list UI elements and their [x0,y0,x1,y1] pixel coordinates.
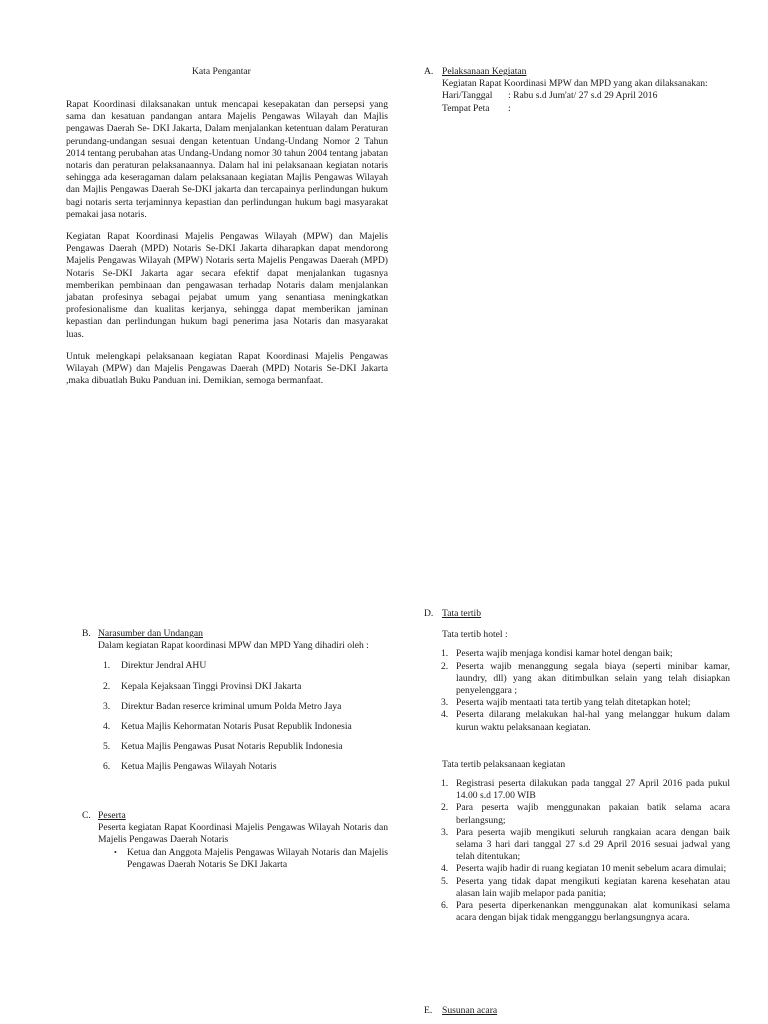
hotel-rules-heading: Tata tertib hotel : [442,629,508,641]
list-item: 4. Peserta wajib hadir di ruang kegiatan 10 menit sebelum acara dimulai; [441,863,727,875]
section-c-intro: Peserta kegiatan Rapat Koordinasi Majelis Pengawas Wilayah Notaris dan Majelis Pengawas Daerah Notaris [98,822,388,846]
section-e-title: Susunan acara [442,1005,498,1016]
kata-pengantar-paragraph: Rapat Koordinasi dilaksanakan untuk mencapai kesepakatan dan persepsi yang sama dan kesatuan pandangan antara Majelis Pengawas Wilayah dan Majlis pengawas Daerah Se- DKI Jakarta, Dalam menjalankan ketentuan dalam Peraturan perundang-undangan sesuai dengan ketentuan Undang-Undang Nomor 2 Tahun 2014 tentang perubahan atas Undang-Undang nomor 30 tahun 2004 tentang jabatan notaris dan peraturan pelaksanaannya. Dalam hal ini pelaksanaan kegiatan notaris sehingga ada keseragaman dalam pelaksanaan kegiatan Majlis Pengawas Wilayah dan Majlis Pengawas Daerah Se-DKI jakarta dan tercapainya perlindungan hukum bagi notaris serta terjaminnya kepastian dan perlindungan hukum bagi masyarakat pemakai jasa notaris. [66,99,388,220]
kata-pengantar-paragraph: Untuk melengkapi pelaksanaan kegiatan Rapat Koordinasi Majelis Pengawas Wilayah (MPW) dan Majelis Pengawas Daerah (MPD) Notaris Se-DKI Jakarta ,maka dibuatlah Buku Panduan ini. Demikian, semoga bermanfaat. [66,350,388,387]
section-a-intro: Kegiatan Rapat Koordinasi MPW dan MPD yang akan dilaksanakan: [442,78,708,90]
kegiatan-rules-heading: Tata tertib pelaksanaan kegiatan [442,758,566,770]
section-d-title: Tata tertib [442,608,482,619]
list-item: 1. Direktur Jendral AHU [103,660,207,672]
list-item: 5. Ketua Majlis Pengawas Pusat Notaris Republik Indonesia [103,740,343,752]
section-a-title: Pelaksanaan Kegiatan [442,66,527,77]
list-item: 1. Registrasi peserta dilakukan pada tanggal 27 April 2016 pada pukul 14.00 s.d 17.00 WIB [441,778,730,802]
kegiatan-rules-list [424,778,730,924]
list-item: 4. Ketua Majlis Kehormatan Notaris Pusat Republik Indonesia [103,720,352,732]
section-b [82,628,388,781]
narasumber-list [98,660,388,773]
section-e [424,1005,724,1017]
hari-tanggal-value: : Rabu s.d Jum'at/ 27 s.d 29 April 2016 [508,90,658,102]
section-b-intro: Dalam kegiatan Rapat koordinasi MPW dan MPD Yang dihadiri oleh : [98,640,369,652]
section-a [424,66,724,115]
kata-pengantar-paragraph: Kegiatan Rapat Koordinasi Majelis Pengawas Wilayah (MPW) dan Majelis Pengawas Daerah (MPD) Notaris Se-DKI Jakarta diharapkan dapat mendorong Majelis Pengawas Wilayah (MPW) Notaris serta Majelis Pengawas Daerah (MPD) Notaris Se-DKI Jakarta agar secara efektif dapat menjalankan tugasnya memberikan pembinaan dan pengawasan terhadap Notaris dalam menjalankan jabatan profesinya sebagai pejabat umum yang senantiasa meningkatkan profesionalisme dan kualitas kerjanya, sehingga dapat memberikan jaminan kepastian dan perlindungan hukum bagi penerima jasa Notaris dan masyarakat luas. [66,231,388,340]
tempat-row [442,103,724,115]
list-item: 6. Ketua Majlis Pengawas Wilayah Notaris [103,760,277,772]
section-a-letter: A. [424,66,434,77]
hari-tanggal-label: Hari/Tanggal [442,90,493,102]
list-item: 2. Peserta wajib menanggung segala biaya (seperti minibar kamar, laundry, dll) yang akan ditimbulkan selain yang telah disiapkan penyelenggara ; [441,660,730,697]
list-item: 4. Peserta dilarang melakukan hal-hal yang melanggar hukum dalam kurun waktu pelaksanaan kegiatan. [441,709,730,733]
tempat-label: Tempat Peta [442,102,490,114]
list-item: 6. Para peserta diperkenankan menggunakan alat komunikasi selama acara dengan bijak tidak mengganggu berlangsungnya acara. [441,900,730,924]
list-item: 5. Peserta yang tidak dapat mengikuti kegiatan karena kesehatan atau alasan lain wajib melapor pada panitia; [441,875,730,899]
section-b-letter: B. [82,628,91,639]
kata-pengantar-title: Kata Pengantar [192,66,251,77]
peserta-bullet-item: • Ketua dan Anggota Majelis Pengawas Wilayah Notaris dan Majelis Pengawas Daerah Notaris Se DKI Jakarta [114,846,388,870]
section-e-letter: E. [424,1005,433,1016]
list-item: 3. Direktur Badan reserce kriminal umum Polda Metro Jaya [103,700,342,712]
section-c-letter: C. [82,810,91,821]
section-d-letter: D. [424,608,434,619]
list-item: 2. Kepala Kejaksaan Tinggi Provinsi DKI Jakarta [103,680,302,692]
list-item: 3. Peserta wajib mentaati tata tertib yang telah ditetapkan hotel; [441,697,691,709]
section-c [82,810,388,871]
list-item: 3. Para peserta wajib mengikuti seluruh rangkaian acara dengan baik selama 3 hari dari tanggal 27 s.d 29 April 2016 sesuai jadwal yang telah ditentukan; [441,826,730,863]
bullet-icon: • [114,847,117,857]
section-b-title: Narasumber dan Undangan [98,628,203,639]
list-item: 1. Peserta wajib menjaga kondisi kamar hotel dengan baik; [441,648,673,660]
hotel-rules-list [424,648,730,733]
section-d [424,608,730,924]
kata-pengantar-body [66,99,388,397]
hari-tanggal-row [442,90,724,102]
list-item: 2. Para peserta wajib menggunakan pakaian batik selama acara berlangsung; [441,802,730,826]
tempat-value: : [508,102,511,114]
section-c-title: Peserta [98,810,126,821]
